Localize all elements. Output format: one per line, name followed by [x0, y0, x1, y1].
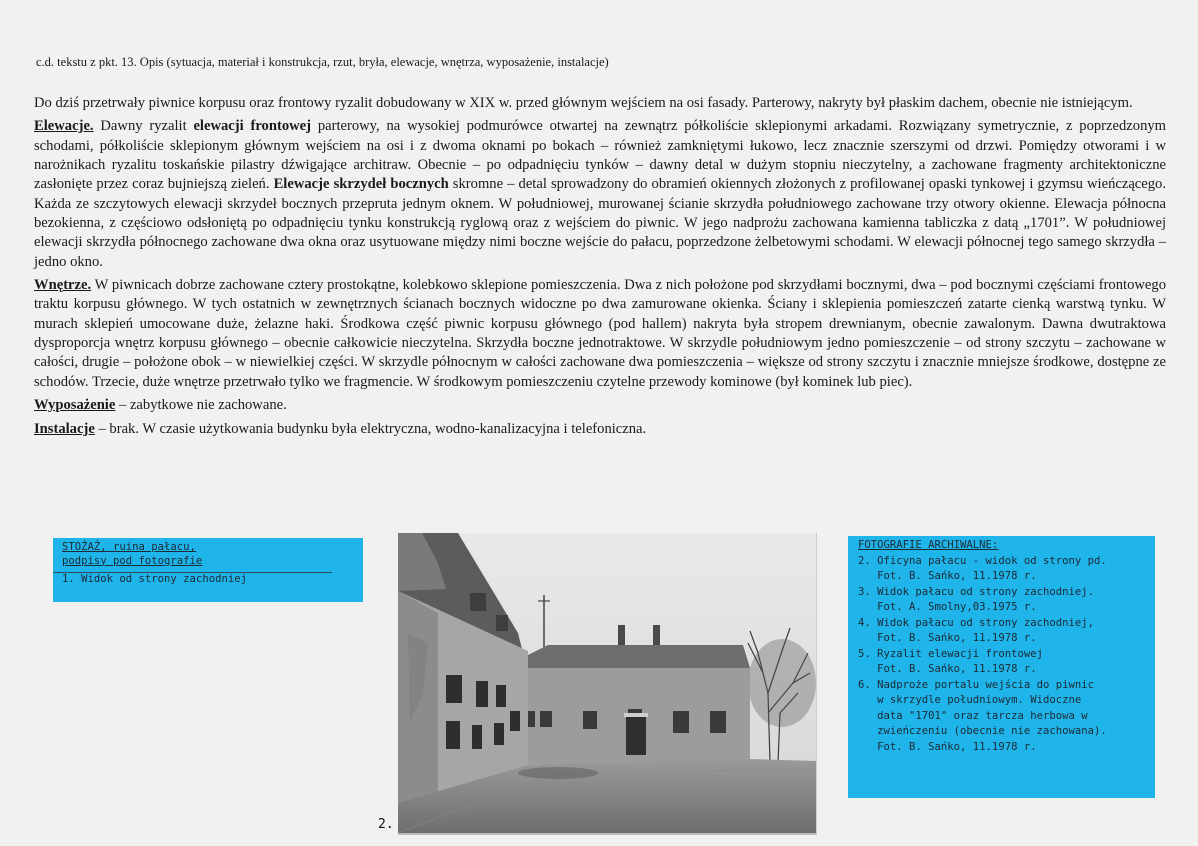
wnetrze-heading: Wnętrze.: [34, 277, 92, 294]
instalacje-heading: Instalacje: [34, 420, 95, 437]
caption-line: Fot. B. Sańko, 11.1978 r.: [858, 663, 1037, 675]
wyposazenie-text: – zabytkowe nie zachowane.: [115, 397, 287, 414]
wyposazenie-paragraph: [34, 396, 1166, 415]
wyposazenie-heading: Wyposażenie: [34, 397, 116, 414]
caption-line: Fot. B. Sańko, 11.1978 r.: [858, 570, 1037, 582]
photo-ruin-palace: [398, 533, 816, 833]
elewacje-text-2: parterowy, na wysokiej podmurówce otwartej na zewnątrz półkoliście sklepionymi arkadami. Rozwiązany symetrycznie, z poprzedzonym schodami, półkoliście sklepionym głównym wejściem na osi i z dwoma oknami po bokach – również zamkniętymi łukowo, lecz znacznie szerszymi od drzwi. Pomiędzy otworami i w narożnikach ryzalitu toskańskie pilastry dźwigające architraw. Obecnie – po odpadnięciu tynków – dawny detal w dużym stopniu nieczytelny, a zachowane fragmenty architektoniczne zasłonięte przez coraz bujniejszą zieleń.: [34, 118, 1167, 193]
wnetrze-text: W piwnicach dobrze zachowane cztery prostokątne, kolebkowo sklepione pomieszczenia. Dwa z nich położone pod skrzydłami bocznymi, dwa – pod bocznymi częściami frontowego traktu korpusu głównego. W tych ostatnich w zewnętrznych ścianach bocznych widoczne po dwa zamurowane okienka. Ściany i sklepienia pomieszczeń zatarte cienką warstwą tynku. W murach sklepień umocowane duże, żelazne haki. Środkowa część piwnic korpusu głównego (pod hallem) nakryta była stropem drewnianym, obecnie zawalonym. Dawna dwutraktowa dysproporcja wnętrz korpusu głównego – obecnie całkowicie nieczytelna. Skrzydła boczne jednotraktowe. W skrzydle południowym jedno pomieszczenie – od strony szczytu – zachowane w całości, drugie – położone obok – w niewielkiej części. W skrzydle północnym w całości zachowane dwa pomieszczenia – większe od strony szczytu i znacznie mniejsze środkowe, dostępne ze schodów. Trzecie, duże wnętrze przetrwało tylko we fragmencie. W środkowym pomieszczeniu czytelne przewody kominowe (był kominek lub piec).: [34, 277, 1166, 390]
caption-item-1: 1. Widok od strony zachodniej: [53, 572, 332, 587]
caption-line: w skrzydle południowym. Widoczne: [858, 694, 1082, 706]
caption-line: 4. Widok pałacu od strony zachodniej,: [858, 616, 1094, 629]
caption-subtitle: podpisy pod fotografie: [62, 554, 203, 567]
caption-line: zwieńczeniu (obecnie nie zachowana).: [858, 725, 1107, 737]
caption-line: Fot. B. Sańko, 11.1978 r.: [858, 740, 1037, 753]
intro-paragraph: Do dziś przetrwały piwnice korpusu oraz frontowy ryzalit dobudowany w XIX w. przed głównym wejściem na osi fasady. Parterowy, nakryty był płaskim dachem, obecnie nie istniejącym.: [34, 95, 1133, 111]
wnetrze-paragraph: [34, 276, 1166, 392]
description-body: [34, 94, 1166, 443]
caption-label-left: [53, 538, 363, 602]
elewacje-text-1: Dawny ryzalit: [93, 118, 194, 135]
instalacje-text: – brak. W czasie użytkowania budynku była elektryczna, wodno-kanalizacyjna i telefoniczna.: [94, 420, 647, 437]
archival-photo: [398, 533, 817, 835]
elewacje-bold-1: elewacji frontowej: [193, 118, 312, 135]
section-header: c.d. tekstu z pkt. 13. Opis (sytuacja, materiał i konstrukcja, rzut, bryła, elewacje, wnętrza, wyposażenie, instalacje): [36, 55, 609, 69]
caption-line: data "1701" oraz tarcza herbowa w: [858, 709, 1088, 722]
caption-line: 3. Widok pałacu od strony zachodniej.: [858, 585, 1094, 598]
caption-line: 6. Nadproże portalu wejścia do piwnic: [858, 678, 1094, 691]
elewacje-heading: Elewacje.: [34, 118, 94, 135]
caption-line: 5. Ryzalit elewacji frontowej: [858, 647, 1043, 660]
archival-photos-title: FOTOGRAFIE ARCHIWALNE:: [858, 539, 999, 551]
elewacje-bold-2: Elewacje skrzydeł bocznych: [273, 176, 449, 193]
caption-title: STOŻAŻ, ruina pałacu,: [62, 541, 196, 553]
caption-line: Fot. B. Sańko, 11.1978 r.: [858, 632, 1037, 644]
instalacje-paragraph: [34, 420, 1166, 439]
elewacje-paragraph: [34, 117, 1166, 272]
photo-number: 2.: [378, 817, 394, 832]
elewacje-text-3: skromne – detal sprowadzony do obramień okiennych złożonych z profilowanej opaski tynkowej i gzymsu wieńczącego. Każda ze szczytowych elewacji skrzydeł bocznych przepruta jednym oknem. W południowej, murowanej ścianie skrzydła południowego zachowane trzy otwory okienne. Elewacja północna bezokienna, z częściowo odsłoniętą po odpadnięciu tynku konstrukcją ryglową oraz z wejściem do piwnic. W jego nadprożu zachowana kamienna tabliczka z datą „1701”. W południowej elewacji skrzydła północnego zachowane dwa okna oraz usytuowane między nimi boczne wejście do pałacu, poprzedzone żelbetowymi schodami. W elewacji północnej tego samego skrzydła – jedno okno.: [34, 176, 1167, 270]
caption-line: Fot. A. Smolny,03.1975 r.: [858, 601, 1037, 613]
caption-label-right: [848, 536, 1155, 798]
caption-line: 2. Oficyna pałacu - widok od strony pd.: [858, 554, 1107, 567]
